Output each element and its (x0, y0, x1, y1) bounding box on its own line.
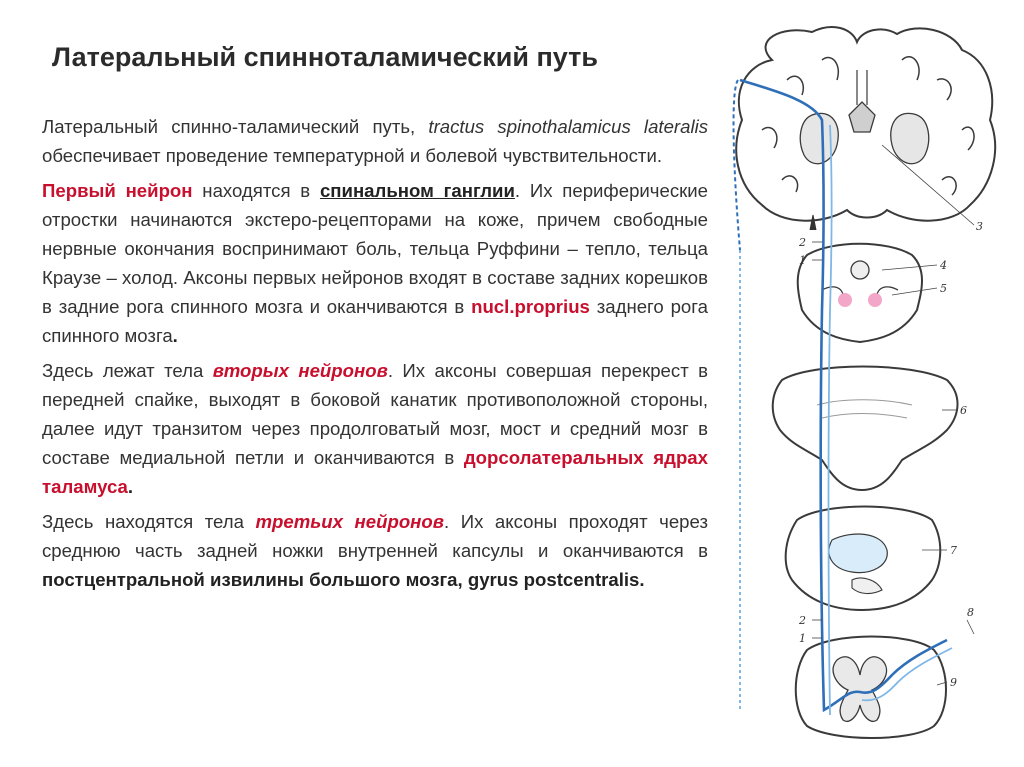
label-2-upper: 2 (799, 236, 806, 249)
intro-paragraph (42, 112, 708, 170)
second-neuron-paragraph (42, 356, 708, 501)
third-neuron-paragraph (42, 507, 708, 594)
body-text (42, 112, 708, 600)
first-neuron-paragraph (42, 176, 708, 350)
third-neuron-term: третьих нейронов (255, 511, 444, 532)
third-neuron-text-1: Здесь находятся тела (42, 511, 256, 532)
second-neuron-period: . (127, 476, 134, 497)
nucl-proprius-term: nucl.proprius (471, 296, 590, 317)
label-7: 7 (950, 544, 957, 557)
latin-term: tractus spinothalamicus lateralis (428, 116, 709, 137)
label-3: 3 (976, 220, 983, 233)
postcentral-gyrus-term: постцентральной извилины большого мозга, gyrus postcentralis. (42, 569, 645, 590)
dorsal-column-nucleus-left (838, 293, 852, 307)
second-neuron-term: вторых нейронов (212, 360, 388, 381)
label-6: 6 (960, 404, 967, 417)
label-1-upper: 1 (799, 254, 806, 267)
second-neuron-text-1: Здесь лежат тела (42, 360, 213, 381)
first-neuron-term: Первый нейрон (42, 180, 193, 201)
label-4: 4 (940, 259, 947, 272)
dorsal-column-nucleus-right (868, 293, 882, 307)
label-1-lower: 1 (799, 632, 806, 645)
midbrain-section (786, 507, 941, 611)
spinal-ganglion-term: спинальном ганглии (319, 180, 515, 201)
label-8: 8 (967, 606, 974, 619)
second-neuron-text-2: . Их аксоны совершая перекрест в передней спайке, выходят в боковой канатик противоположной стороны, далее идут транзитом через продолговатый мозг, мост и средний мозг в составе медиальной петли и оканчиваются в (42, 360, 708, 468)
first-neuron-text-2: . Их периферические отростки начинаются экстеро-рецепторами на коже, причем свободные нервные окончания воспринимают боль, тельца Руффини – тепло, тельца Краузе – холод. Аксоны первых нейронов входят в составе задних корешков в задние рога спинного мозга и оканчиваются в (42, 180, 708, 317)
brain-coronal-section (736, 27, 995, 221)
label-2-lower: 2 (799, 614, 806, 627)
intro-lead: Латеральный спинно-таламический путь, (42, 116, 416, 137)
first-neuron-text-1: находятся в (192, 180, 320, 201)
pons-section (773, 367, 958, 491)
label-5: 5 (940, 282, 947, 295)
slide-title: Латеральный спинноталамический путь (52, 42, 598, 72)
first-neuron-text-3: заднего рога спинного мозга (42, 296, 708, 346)
label-9: 9 (950, 676, 957, 689)
intro-rest: обеспечивает проведение температурной и болевой чувствительности. (42, 145, 662, 166)
third-neuron-text-2: . Их аксоны проходят через среднюю часть задней ножки внутренней капсулы и оканчиваются в (42, 511, 708, 561)
first-neuron-period: . (172, 325, 178, 346)
thalamus-nuclei-term: дорсолатеральных ядрах таламуса (42, 447, 708, 497)
spinothalamic-pathway-diagram (712, 20, 1022, 765)
